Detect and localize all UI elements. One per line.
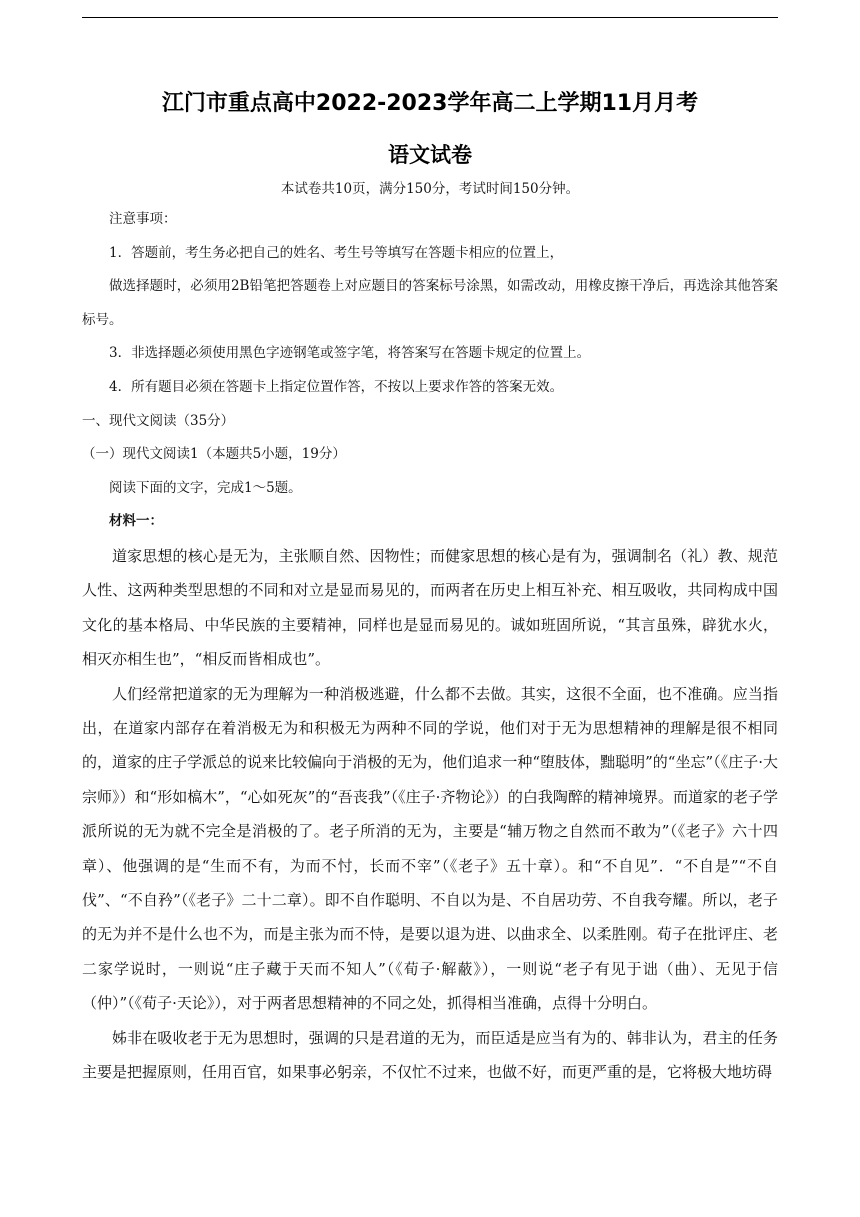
exam-subtitle: 语文试卷 xyxy=(388,143,472,167)
paragraph-2: 人们经常把道家的无为理解为一种消极逃避，什么都不去做。其实，这很不全面，也不准确。应当指出，在道家内部存在着消极无为和积极无为两种不同的学说，他们对于无为思想精神的理解是很不相同的，道家的庄子学派总的说来比较偏向于消极的无为，他们追求一种“堕肢体，黜聪明”的“坐忘”（《庄子·大宗师》）和“形如槁木”，“心如死灰”的“吾丧我”（《庄子·齐物论》）的白我陶醉的精神境界。而道家的老子学派所说的无为就不完全是消极的了。老子所消的无为，主要是“辅万物之自然而不敢为”（《老子》六十四章）、他强调的是“生而不有，为而不忖，长而不宰”（《老子》五十章）。和“不自见”．“不自是”“不自伐”、“不自矜”（《老子》二十二章）。即不自作聪明、不自以为是、不自居功劳、不自我夸耀。所以，老子的无为并不是什么也不为，而是主张为而不恃，是要以退为进、以曲求全、以柔胜刚。荀子在批评庄、老二家学说时，一则说“庄子藏于天而不知人”（《荀子·解蔽》），一则说“老子有见于诎（曲）、无见于信（仲）”（《荀子·天论》），对于两者思想精神的不同之处，抓得相当准确，点得十分明白。 xyxy=(82,684,778,1013)
note-item-2: 做选择题时，必须用2B铅笔把答题卷上对应题目的答案标号涂黑，如需改动，用橡皮擦干净后，再选涂其他答案标号。 xyxy=(82,278,778,328)
note-item-3: 3．非选择题必须使用黑色字迹钢笔或签字笔，将答案写在答题卡规定的位置上。 xyxy=(109,345,591,362)
note-item-1: 1．答题前，考生务必把自己的姓名、考生号等填写在答题卡相应的位置上， xyxy=(109,244,564,261)
notes-heading: 注意事项： xyxy=(109,211,177,227)
header-rule xyxy=(82,17,778,18)
material-label: 材料一： xyxy=(109,513,163,530)
paragraph-1: 道家思想的核心是无为，主张顺自然、因物性；而健家思想的核心是有为，强调制名（礼）教、规范人性、这两种类型思想的不同和对立是显而易见的，而两者在历史上相互补充、相互吸收，共同构成中国文化的基本格局、中华民族的主要精神，同样也是显而易见的。诚如班固所说，“其言虽殊，辟犹水火，相灭亦相生也”，“相反而皆相成也”。 xyxy=(82,546,778,669)
note-item-4: 4．所有题目必须在答题卡上指定位置作答，不按以上要求作答的答案无效。 xyxy=(109,378,564,395)
section-heading: 一、现代文阅读（35分） xyxy=(82,412,235,429)
exam-meta: 本试卷共10页，满分150分，考试时间150分钟。 xyxy=(280,181,580,197)
section-subheading: （一）现代文阅读1（本题共5小题，19分） xyxy=(82,446,346,463)
reading-instruction: 阅读下面的文字，完成1～5题。 xyxy=(109,479,302,496)
paragraph-3: 姊非在吸收老于无为思想时，强调的只是君道的无为，而臣适是应当有为的、韩非认为，君主的任务主要是把握原则，任用百官，如果事必躬亲，不仅忙不过来，也做不好，而更严重的是，它将极大地坊碍 xyxy=(82,1028,778,1082)
exam-title: 江门市重点高中2022-2023学年高二上学期11月月考 xyxy=(161,91,699,116)
document-body xyxy=(82,86,778,1089)
